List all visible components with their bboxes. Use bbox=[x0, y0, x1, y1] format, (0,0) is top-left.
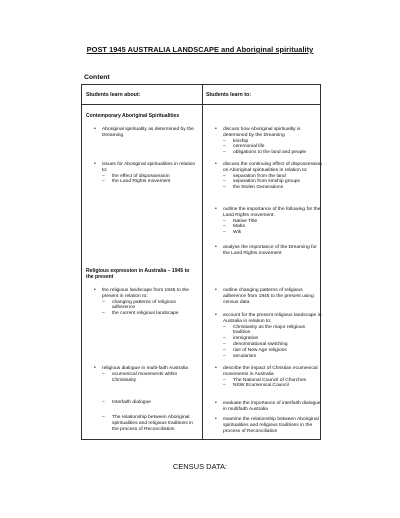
sub-item: – The relationship between Aboriginal spiritualities and religious traditions in the process of Reconciliation bbox=[102, 415, 194, 432]
census-data-label: CENSUS DATA: bbox=[172, 462, 228, 471]
learn-to-item: • discuss the continuing effect of dispossession on Aboriginal spiritualities in relation to: – separation from the land – separation from kinship groups – the Stolen Generations bbox=[215, 161, 322, 191]
sub-item: – ceremonial life bbox=[223, 144, 265, 150]
table-header-row bbox=[82, 85, 320, 105]
bullet-icon: • bbox=[215, 312, 217, 318]
sub-item: – denominational switching bbox=[223, 341, 288, 347]
sub-item: – changing patterns of religious adherence bbox=[102, 299, 176, 311]
sub-item: – Native Title bbox=[223, 218, 258, 224]
bullet-icon: • bbox=[215, 365, 217, 371]
learn-to-item: • outline changing patterns of religious adherence from 1945 to the present using census data bbox=[215, 287, 314, 305]
learn-to-item: • describe the impact of Christian ecumenical movements in Australia – The National Council of Churches – NSW Ecumenical Council bbox=[223, 366, 323, 389]
section-heading-contemporary: Contemporary Aboriginal Spiritualities bbox=[86, 113, 180, 119]
learn-to-item: • examine the relationship between Aboriginal spiritualities and religious traditions in the process of Reconciliation bbox=[215, 416, 319, 434]
sub-item: – separation from kinship groups bbox=[223, 179, 300, 185]
bullet-icon: • bbox=[94, 161, 96, 167]
bullet-icon: • bbox=[94, 365, 96, 371]
learn-about-item: • the religious landscape from 1945 to the present in relation to: – changing patterns of religious adherence – the current religious landscape bbox=[102, 288, 198, 317]
sub-item: – the current religious landscape bbox=[102, 311, 179, 317]
learn-about-item bbox=[102, 400, 198, 406]
sub-item: – Christianity as the major religious tradition bbox=[223, 324, 306, 336]
learn-to-header: Students learn to: bbox=[206, 92, 252, 98]
bullet-icon: • bbox=[94, 287, 96, 293]
bullet-icon: • bbox=[215, 126, 217, 132]
sub-item: – NSW Ecumenical Council bbox=[223, 383, 289, 389]
sub-item: – rise of New Age religions bbox=[223, 347, 287, 353]
content-heading: Content bbox=[84, 74, 110, 81]
bullet-icon: • bbox=[215, 244, 217, 250]
bullet-icon: • bbox=[94, 126, 96, 132]
sub-item: – secularism bbox=[223, 353, 257, 359]
learn-about-item: • issues for Aboriginal spiritualities in relation to: – the effect of dispossession – the Land Rights movement bbox=[102, 162, 198, 185]
sub-item: – Mabo bbox=[223, 224, 246, 230]
bullet-icon: • bbox=[215, 416, 217, 422]
learn-to-item: • account for the present religious landscape in Australia in relation to: – Christianity as the major religious tradition – immigration – denominational switching – rise of New Age religions – secularism bbox=[215, 312, 322, 359]
sub-item: – obligations to the land and people bbox=[223, 150, 307, 156]
sub-item: – kinship bbox=[223, 138, 249, 144]
sub-item: – the Stolen Generations bbox=[223, 185, 284, 191]
learn-to-item: • evaluate the importance of interfaith dialogue in multifaith Australia bbox=[215, 400, 321, 412]
document-title: POST 1945 AUSTRALIA LANDSCAPE and Aboriginal spirituality bbox=[86, 45, 314, 54]
column-divider bbox=[202, 85, 203, 439]
sub-item: – separation from the land bbox=[223, 173, 286, 179]
sub-item: – the Land Rights movement bbox=[102, 179, 171, 185]
learn-about-header: Students learn about: bbox=[86, 92, 141, 98]
sub-item: – The National Council of Churches bbox=[223, 377, 307, 383]
sub-item: – Interfaith dialogue bbox=[102, 400, 151, 405]
learn-to-item: • analyse the importance of the Dreaming for the Land Rights movement bbox=[215, 244, 317, 256]
learn-about-item: • Aboriginal spirituality as determined by the Dreaming bbox=[94, 126, 194, 138]
bullet-icon: • bbox=[215, 206, 217, 212]
learn-about-item: • religious dialogue in multi-faith Australia – ecumenical movements within Christianity bbox=[102, 366, 198, 383]
learn-about-item bbox=[102, 415, 198, 432]
sub-item: – ecumenical movements within Christianity bbox=[102, 371, 178, 383]
learn-to-item: • outline the importance of the following for the Land Rights movement: – Native Title – Mabo – Wik bbox=[223, 207, 323, 236]
sub-item: – Wik bbox=[223, 230, 242, 236]
bullet-icon: • bbox=[215, 400, 217, 406]
learn-to-item: • discuss how Aboriginal spirituality is determined by the Dreaming – kinship – ceremonial life – obligations to the land and people bbox=[223, 127, 323, 156]
bullet-icon: • bbox=[215, 287, 217, 293]
section-heading-religious-expression: Religious expression in Australia – 1945 to the present bbox=[86, 268, 190, 280]
content-table bbox=[81, 84, 321, 440]
bullet-icon: • bbox=[215, 161, 217, 167]
sub-item: – immigration bbox=[223, 336, 259, 342]
sub-item: – the effect of dispossession bbox=[102, 173, 170, 179]
